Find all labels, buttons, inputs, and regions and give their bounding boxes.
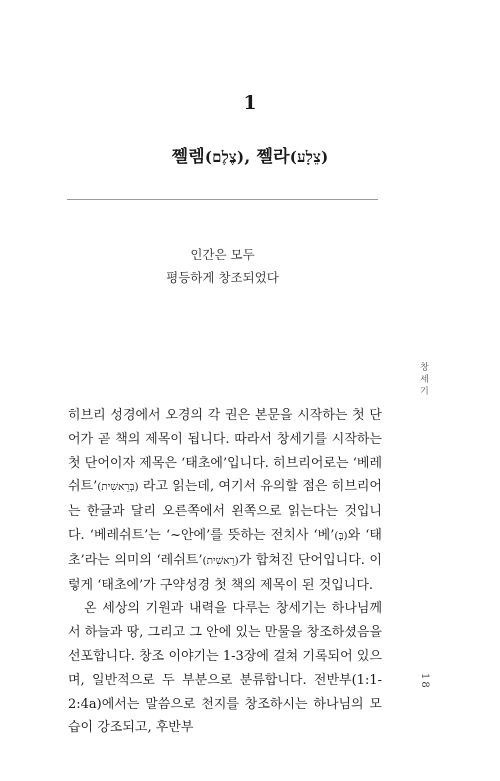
paragraph-1: [68, 404, 382, 597]
chapter-title-word-2: , 쩰라: [244, 147, 290, 167]
epigraph-line-2: 평등하게 창조되었다: [166, 270, 279, 285]
hebrew-bereshit: (בְּרֵאשִׁית): [97, 481, 139, 494]
chapter-title-hebrew-2: (צֵלָע): [289, 148, 329, 166]
chapter-title-hebrew-1: (צֶלֶם): [204, 148, 245, 166]
epigraph-line-1: 인간은 모두: [190, 247, 255, 262]
title-divider: [67, 199, 378, 200]
paragraph-1-text-c: 와 ‘태초’라는 의미의 ‘레쉬트’: [68, 527, 382, 568]
body-text: [68, 404, 382, 740]
chapter-title: [0, 142, 500, 167]
running-head: 창세기: [418, 362, 428, 398]
paragraph-1-text-a: 히브리 성경에서 오경의 각 권은 본문을 시작하는 첫 단어가 곧 책의 제목이 됩니다. 따라서 창세기를 시작하는 첫 단어이자 제목은 ‘태초에’입니다. 히브리어로는 ‘베레쉬트’: [68, 408, 382, 495]
page-number: 18: [419, 673, 430, 690]
paragraph-2: 온 세상의 기원과 내력을 다루는 창세기는 하나님께서 하늘과 땅, 그리고 그 안에 있는 만물을 창조하셨음을 선포합니다. 창조 이야기는 1-3장에 걸쳐 기록되어 있으며, 일반적으로 두 부분으로 분류합니다. 전반부(1:1-2:4a)에서는 말씀으로 천지를 창조하시는 하나님의 모습이 강조되고, 후반부: [68, 601, 382, 736]
paragraph-1-text-b: 라고 읽는데, 여기서 유의할 점은 히브리어는 한글과 달리 오른쪽에서 왼쪽으로 읽는다는 것입니다. ‘베레쉬트’는 ‘~안에’를 뜻하는 전치사 ‘베’: [68, 479, 382, 543]
chapter-number: 1: [243, 92, 257, 114]
chapter-title-word-1: 쩰렘: [171, 147, 205, 167]
hebrew-be: (בְּ): [334, 529, 348, 542]
hebrew-reshit: (רֵאשִׁית): [202, 554, 239, 567]
epigraph: [0, 243, 445, 289]
paragraph-1-text-d: 가 합쳐진 단어입니다. 이렇게 ‘태초에’가 구약성경 첫 책의 제목이 된 것입니다.: [68, 552, 382, 593]
